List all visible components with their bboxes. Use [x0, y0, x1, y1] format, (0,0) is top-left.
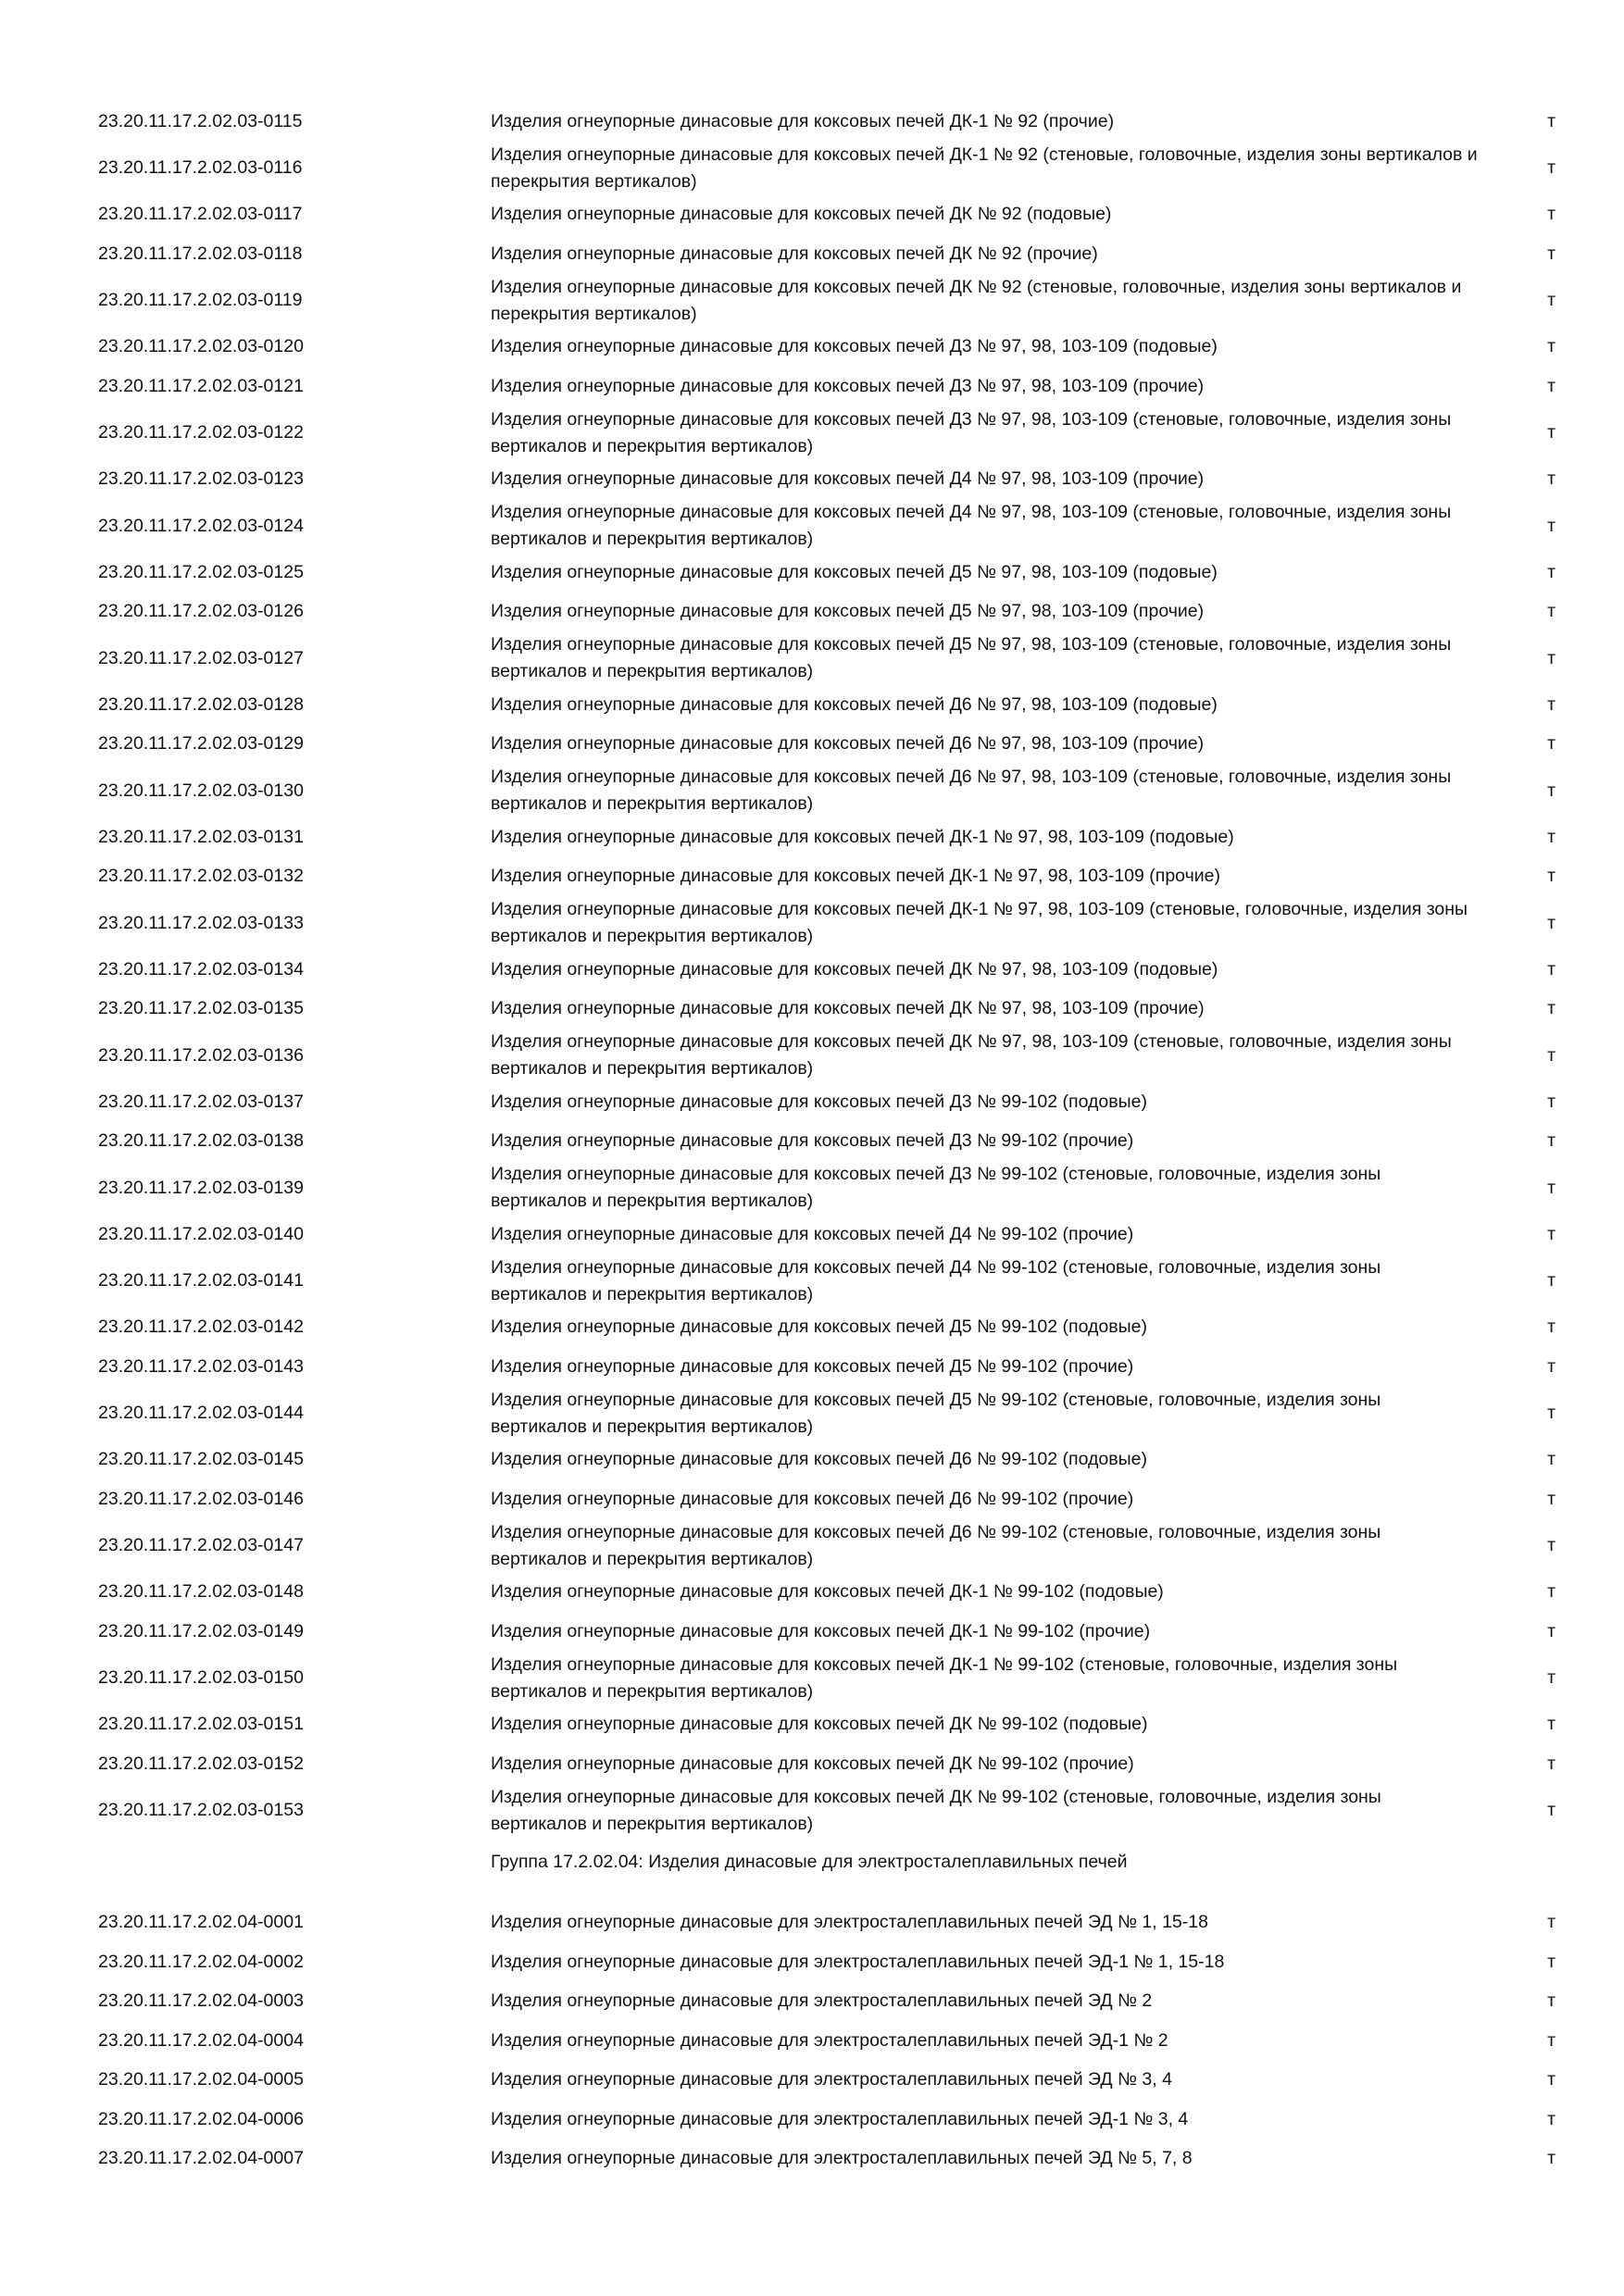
table-row — [98, 1029, 1555, 1082]
item-code: 23.20.11.17.2.02.03-0122 — [98, 422, 304, 443]
table-row — [98, 328, 1555, 368]
item-description: Изделия огнеупорные динасовые для коксовых печей Д4 № 97, 98, 103-109 (прочие) — [491, 468, 1205, 490]
item-description: Изделия огнеупорные динасовые для коксовых печей ДК-1 № 92 (прочие) — [491, 110, 1115, 131]
item-description: Изделия огнеупорные динасовые для коксовых печей Д4 № 99-102 (стеновые, головочные, изделия зоны вертикалов и перекрытия вертикалов) — [491, 1256, 1381, 1304]
table-row — [98, 2021, 1555, 2061]
table-row — [98, 1705, 1555, 1745]
item-code: 23.20.11.17.2.02.03-0137 — [98, 1091, 304, 1112]
table-row — [98, 367, 1555, 406]
item-unit: т — [1547, 290, 1555, 310]
table-row — [98, 1347, 1555, 1387]
item-description: Изделия огнеупорные динасовые для коксовых печей Д6 № 97, 98, 103-109 (подовые) — [491, 693, 1218, 715]
item-unit: т — [1547, 336, 1555, 357]
item-code: 23.20.11.17.2.02.03-0136 — [98, 1044, 304, 1066]
item-code: 23.20.11.17.2.02.03-0130 — [98, 780, 304, 801]
item-code: 23.20.11.17.2.02.03-0140 — [98, 1223, 304, 1244]
item-unit: т — [1547, 2148, 1555, 2169]
table-row — [98, 1308, 1555, 1348]
item-unit: т — [1547, 866, 1555, 887]
item-code: 23.20.11.17.2.02.03-0143 — [98, 1355, 304, 1377]
item-unit: т — [1547, 1990, 1555, 2012]
table-row — [98, 817, 1555, 857]
item-description: Изделия огнеупорные динасовые для коксовых печей ДК-1 № 97, 98, 103-109 (прочие) — [491, 866, 1220, 887]
item-description: Изделия огнеупорные динасовые для коксовых печей ДК № 97, 98, 103-109 (стеновые, головочные, изделия зоны вертикалов и перекрытия вертикалов) — [491, 1031, 1452, 1079]
item-description: Изделия огнеупорные динасовые для коксовых печей ДК № 92 (стеновые, головочные, изделия зоны вертикалов и перекрытия вертикалов) — [491, 276, 1462, 324]
item-description: Изделия огнеупорные динасовые для коксовых печей ДК-1 № 97, 98, 103-109 (подовые) — [491, 826, 1234, 847]
table-row — [98, 1942, 1555, 1982]
table-row — [98, 1744, 1555, 1784]
table-row — [98, 142, 1555, 195]
item-unit: т — [1547, 1223, 1555, 1244]
item-code: 23.20.11.17.2.02.03-0126 — [98, 601, 304, 622]
item-unit: т — [1547, 647, 1555, 668]
item-description: Изделия огнеупорные динасовые для коксовых печей ДК № 97, 98, 103-109 (прочие) — [491, 998, 1205, 1019]
table-row — [98, 2140, 1555, 2179]
table-row — [98, 1122, 1555, 1162]
item-code: 23.20.11.17.2.02.03-0128 — [98, 693, 304, 715]
item-unit: т — [1547, 1270, 1555, 1291]
item-code: 23.20.11.17.2.02.03-0150 — [98, 1667, 304, 1688]
item-code: 23.20.11.17.2.02.03-0144 — [98, 1403, 304, 1423]
item-description: Изделия огнеупорные динасовые для коксовых печей Д4 № 99-102 (прочие) — [491, 1223, 1134, 1244]
item-description: Изделия огнеупорные динасовые для коксовых печей Д3 № 99-102 (стеновые, головочные, изделия зоны вертикалов и перекрытия вертикалов) — [491, 1164, 1381, 1211]
item-unit: т — [1547, 1488, 1555, 1509]
item-description: Изделия огнеупорные динасовые для коксовых печей ДК № 97, 98, 103-109 (подовые) — [491, 958, 1218, 980]
table-row — [98, 499, 1555, 553]
item-code: 23.20.11.17.2.02.03-0115 — [98, 110, 303, 131]
item-code: 23.20.11.17.2.02.03-0118 — [98, 243, 303, 264]
item-description: Изделия огнеупорные динасовые для электросталеплавильных печей ЭД № 3, 4 — [491, 2069, 1172, 2090]
item-code: 23.20.11.17.2.02.03-0119 — [98, 290, 303, 310]
item-code: 23.20.11.17.2.02.03-0139 — [98, 1177, 304, 1198]
item-code: 23.20.11.17.2.02.03-0125 — [98, 561, 304, 582]
item-unit: т — [1547, 1177, 1555, 1198]
item-code: 23.20.11.17.2.02.03-0141 — [98, 1270, 304, 1291]
item-unit: т — [1547, 515, 1555, 536]
item-unit: т — [1547, 1581, 1555, 1603]
item-description: Изделия огнеупорные динасовые для электросталеплавильных печей ЭД-1 № 3, 4 — [491, 2108, 1189, 2129]
item-code: 23.20.11.17.2.02.03-0127 — [98, 647, 304, 668]
item-code: 23.20.11.17.2.02.03-0124 — [98, 515, 304, 536]
table-row — [98, 764, 1555, 817]
table-row — [98, 1519, 1555, 1573]
item-description: Изделия огнеупорные динасовые для коксовых печей ДК-1 № 99-102 (подовые) — [491, 1581, 1164, 1603]
item-code: 23.20.11.17.2.02.03-0152 — [98, 1753, 304, 1774]
item-description: Изделия огнеупорные динасовые для электросталеплавильных печей ЭД-1 № 2 — [491, 2029, 1168, 2051]
item-unit: т — [1547, 110, 1555, 131]
item-code: 23.20.11.17.2.02.03-0132 — [98, 866, 304, 887]
item-code: 23.20.11.17.2.02.04-0003 — [98, 1990, 304, 2012]
item-code: 23.20.11.17.2.02.03-0148 — [98, 1581, 304, 1603]
item-code: 23.20.11.17.2.02.03-0123 — [98, 468, 304, 490]
item-description: Изделия огнеупорные динасовые для коксовых печей ДК № 99-102 (прочие) — [491, 1753, 1134, 1774]
item-description: Изделия огнеупорные динасовые для электросталеплавильных печей ЭД № 1, 15-18 — [491, 1912, 1208, 1933]
item-unit: т — [1547, 826, 1555, 847]
item-description: Изделия огнеупорные динасовые для коксовых печей Д6 № 99-102 (подовые) — [491, 1449, 1147, 1470]
table-row — [98, 1612, 1555, 1652]
item-code: 23.20.11.17.2.02.04-0005 — [98, 2069, 304, 2090]
table-row — [98, 102, 1555, 142]
table-row — [98, 1441, 1555, 1480]
item-description: Изделия огнеупорные динасовые для коксовых печей ДК № 99-102 (стеновые, головочные, изделия зоны вертикалов и перекрытия вертикалов) — [491, 1786, 1381, 1834]
item-unit: т — [1547, 2069, 1555, 2090]
table-row — [98, 1573, 1555, 1613]
item-unit: т — [1547, 1316, 1555, 1338]
item-unit: т — [1547, 561, 1555, 582]
table-row — [98, 2100, 1555, 2140]
item-unit: т — [1547, 1535, 1555, 1555]
item-unit: т — [1547, 1800, 1555, 1820]
item-unit: т — [1547, 1951, 1555, 1972]
item-description: Изделия огнеупорные динасовые для коксовых печей Д5 № 97, 98, 103-109 (подовые) — [491, 561, 1218, 582]
item-code: 23.20.11.17.2.02.04-0002 — [98, 1951, 304, 1972]
catalog-list-group-03 — [98, 102, 1555, 1838]
item-unit: т — [1547, 157, 1555, 178]
table-row — [98, 857, 1555, 897]
item-unit: т — [1547, 1620, 1555, 1641]
item-description: Изделия огнеупорные динасовые для коксовых печей Д3 № 97, 98, 103-109 (прочие) — [491, 375, 1205, 396]
item-code: 23.20.11.17.2.02.03-0142 — [98, 1316, 304, 1338]
item-description: Изделия огнеупорные динасовые для коксовых печей Д6 № 99-102 (стеновые, головочные, изделия зоны вертикалов и перекрытия вертикалов) — [491, 1521, 1381, 1569]
table-row — [98, 1652, 1555, 1705]
table-row — [98, 406, 1555, 460]
table-row — [98, 2061, 1555, 2101]
table-row — [98, 1479, 1555, 1519]
item-code: 23.20.11.17.2.02.03-0116 — [98, 157, 303, 178]
item-code: 23.20.11.17.2.02.04-0006 — [98, 2108, 304, 2129]
table-row — [98, 593, 1555, 632]
item-unit: т — [1547, 204, 1555, 225]
item-code: 23.20.11.17.2.02.03-0117 — [98, 204, 303, 225]
table-row — [98, 1784, 1555, 1838]
item-description: Изделия огнеупорные динасовые для коксовых печей ДК № 99-102 (подовые) — [491, 1714, 1148, 1735]
item-code: 23.20.11.17.2.02.03-0149 — [98, 1620, 304, 1641]
item-unit: т — [1547, 912, 1555, 933]
catalog-list-group-04 — [98, 1903, 1555, 2179]
item-unit: т — [1547, 733, 1555, 755]
item-description: Изделия огнеупорные динасовые для коксовых печей Д3 № 99-102 (прочие) — [491, 1130, 1134, 1152]
item-unit: т — [1547, 1091, 1555, 1112]
table-row — [98, 631, 1555, 685]
item-unit: т — [1547, 2108, 1555, 2129]
item-unit: т — [1547, 998, 1555, 1019]
table-row — [98, 990, 1555, 1029]
item-unit: т — [1547, 422, 1555, 443]
item-description: Изделия огнеупорные динасовые для коксовых печей ДК № 92 (подовые) — [491, 204, 1112, 225]
item-code: 23.20.11.17.2.02.03-0121 — [98, 375, 304, 396]
item-description: Изделия огнеупорные динасовые для коксовых печей Д5 № 99-102 (стеновые, головочные, изделия зоны вертикалов и перекрытия вертикалов) — [491, 1389, 1381, 1437]
item-unit: т — [1547, 693, 1555, 715]
item-description: Изделия огнеупорные динасовые для коксовых печей Д6 № 99-102 (прочие) — [491, 1488, 1134, 1509]
item-code: 23.20.11.17.2.02.03-0134 — [98, 958, 304, 980]
document-page — [98, 102, 1555, 2178]
item-description: Изделия огнеупорные динасовые для коксовых печей Д3 № 97, 98, 103-109 (стеновые, головочные, изделия зоны вертикалов и перекрытия вертикалов) — [491, 408, 1452, 456]
item-unit: т — [1547, 1449, 1555, 1470]
table-row — [98, 685, 1555, 725]
item-code: 23.20.11.17.2.02.03-0138 — [98, 1130, 304, 1152]
item-code: 23.20.11.17.2.02.03-0135 — [98, 998, 304, 1019]
item-code: 23.20.11.17.2.02.03-0147 — [98, 1535, 304, 1555]
item-unit: т — [1547, 468, 1555, 490]
item-description: Изделия огнеупорные динасовые для электросталеплавильных печей ЭД-1 № 1, 15-18 — [491, 1951, 1225, 1972]
table-row — [98, 274, 1555, 328]
item-description: Изделия огнеупорные динасовые для коксовых печей Д6 № 97, 98, 103-109 (стеновые, головочные, изделия зоны вертикалов и перекрытия вертикалов) — [491, 767, 1452, 814]
item-code: 23.20.11.17.2.02.03-0146 — [98, 1488, 304, 1509]
item-description: Изделия огнеупорные динасовые для электросталеплавильных печей ЭД № 2 — [491, 1990, 1153, 2012]
item-unit: т — [1547, 601, 1555, 622]
item-description: Изделия огнеупорные динасовые для коксовых печей Д5 № 97, 98, 103-109 (стеновые, головочные, изделия зоны вертикалов и перекрытия вертикалов) — [491, 634, 1452, 681]
item-description: Изделия огнеупорные динасовые для коксовых печей ДК-1 № 92 (стеновые, головочные, изделия зоны вертикалов и перекрытия вертикалов) — [491, 144, 1478, 192]
table-row — [98, 1161, 1555, 1215]
item-description: Изделия огнеупорные динасовые для электросталеплавильных печей ЭД № 5, 7, 8 — [491, 2148, 1193, 2169]
item-unit: т — [1547, 1753, 1555, 1774]
item-code: 23.20.11.17.2.02.03-0153 — [98, 1800, 304, 1820]
item-description: Изделия огнеупорные динасовые для коксовых печей ДК-1 № 99-102 (стеновые, головочные, изделия зоны вертикалов и перекрытия вертикалов) — [491, 1653, 1398, 1702]
item-code: 23.20.11.17.2.02.03-0145 — [98, 1449, 304, 1470]
item-description: Изделия огнеупорные динасовые для коксовых печей ДК № 92 (прочие) — [491, 243, 1098, 264]
item-code: 23.20.11.17.2.02.03-0133 — [98, 912, 304, 933]
item-description: Изделия огнеупорные динасовые для коксовых печей ДК-1 № 99-102 (прочие) — [491, 1620, 1151, 1641]
item-description: Изделия огнеупорные динасовые для коксовых печей Д5 № 97, 98, 103-109 (прочие) — [491, 601, 1205, 622]
item-description: Изделия огнеупорные динасовые для коксовых печей Д4 № 97, 98, 103-109 (стеновые, головочные, изделия зоны вертикалов и перекрытия вертикалов) — [491, 502, 1452, 549]
table-row — [98, 1387, 1555, 1441]
item-unit: т — [1547, 780, 1555, 801]
item-code: 23.20.11.17.2.02.03-0120 — [98, 336, 304, 357]
item-code: 23.20.11.17.2.02.04-0004 — [98, 2029, 304, 2051]
table-row — [98, 1082, 1555, 1122]
item-unit: т — [1547, 1403, 1555, 1423]
item-unit: т — [1547, 1714, 1555, 1735]
table-row — [98, 1215, 1555, 1254]
item-description: Изделия огнеупорные динасовые для коксовых печей Д5 № 99-102 (подовые) — [491, 1316, 1147, 1338]
table-row — [98, 950, 1555, 990]
item-description: Изделия огнеупорные динасовые для коксовых печей ДК-1 № 97, 98, 103-109 (стеновые, головочные, изделия зоны вертикалов и перекрытия вертикалов) — [491, 899, 1468, 946]
item-unit: т — [1547, 1355, 1555, 1377]
group-heading: Группа 17.2.02.04: Изделия динасовые для электросталеплавильных печей — [491, 1851, 1128, 1872]
item-description: Изделия огнеупорные динасовые для коксовых печей Д3 № 99-102 (подовые) — [491, 1091, 1147, 1112]
item-unit: т — [1547, 1130, 1555, 1152]
table-row — [98, 896, 1555, 950]
item-unit: т — [1547, 1044, 1555, 1066]
item-unit: т — [1547, 2029, 1555, 2051]
item-unit: т — [1547, 1667, 1555, 1688]
table-row — [98, 1982, 1555, 2022]
table-row — [98, 460, 1555, 500]
item-code: 23.20.11.17.2.02.03-0131 — [98, 826, 304, 847]
table-row — [98, 553, 1555, 593]
item-code: 23.20.11.17.2.02.03-0151 — [98, 1714, 304, 1735]
table-row — [98, 234, 1555, 274]
item-description: Изделия огнеупорные динасовые для коксовых печей Д5 № 99-102 (прочие) — [491, 1355, 1134, 1377]
table-row — [98, 195, 1555, 235]
item-code: 23.20.11.17.2.02.04-0001 — [98, 1912, 304, 1933]
item-unit: т — [1547, 958, 1555, 980]
table-row — [98, 725, 1555, 765]
item-unit: т — [1547, 1912, 1555, 1933]
item-description: Изделия огнеупорные динасовые для коксовых печей Д6 № 97, 98, 103-109 (прочие) — [491, 733, 1205, 755]
item-unit: т — [1547, 375, 1555, 396]
table-row — [98, 1903, 1555, 1943]
item-unit: т — [1547, 243, 1555, 264]
item-code: 23.20.11.17.2.02.03-0129 — [98, 733, 304, 755]
table-row — [98, 1254, 1555, 1308]
item-code: 23.20.11.17.2.02.04-0007 — [98, 2148, 304, 2169]
item-description: Изделия огнеупорные динасовые для коксовых печей Д3 № 97, 98, 103-109 (подовые) — [491, 336, 1218, 357]
